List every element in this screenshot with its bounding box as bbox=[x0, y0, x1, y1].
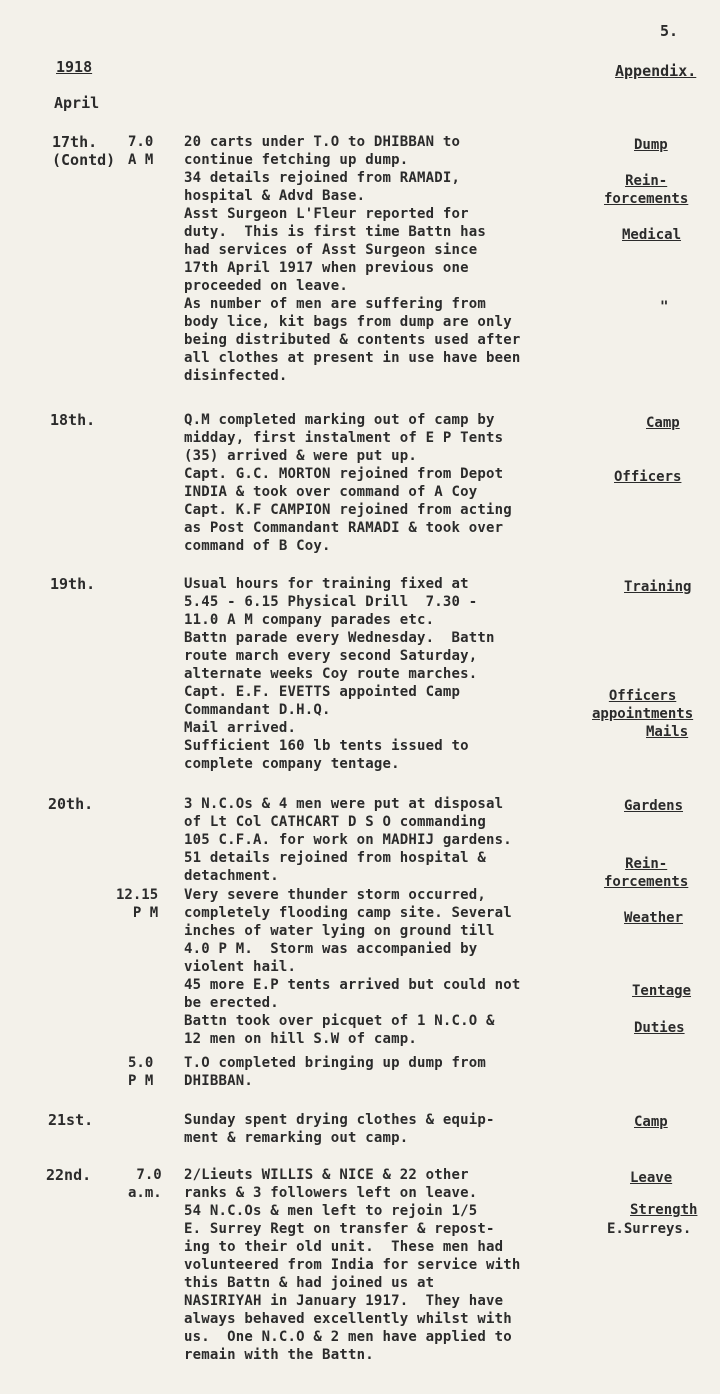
text-line: inches of water lying on ground till bbox=[184, 923, 495, 939]
text-line: complete company tentage. bbox=[184, 756, 400, 772]
margin-note-duties: Duties bbox=[634, 1020, 685, 1036]
text-line: completely flooding camp site. Several bbox=[184, 905, 512, 921]
margin-note-weather: Weather bbox=[624, 910, 684, 926]
text-line: 54 N.C.Os & men left to rejoin 1/5 bbox=[184, 1203, 478, 1219]
text-line: DHIBBAN. bbox=[184, 1073, 254, 1089]
text-line: hospital & Advd Base. bbox=[184, 188, 366, 204]
text-line: Battn took over picquet of 1 N.C.O & bbox=[184, 1013, 495, 1029]
margin-note-e-surreys: E.Surreys. bbox=[607, 1221, 692, 1237]
entry-time: 7.0 a.m. bbox=[128, 1167, 162, 1201]
text-line: command of B Coy. bbox=[184, 538, 331, 554]
text-line: 51 details rejoined from hospital & bbox=[184, 850, 487, 866]
text-line: Capt. K.F CAMPION rejoined from acting bbox=[184, 502, 512, 518]
text-line: T.O completed bringing up dump from bbox=[184, 1055, 487, 1071]
text-line: body lice, kit bags from dump are only bbox=[184, 314, 512, 330]
text-line: 2/Lieuts WILLIS & NICE & 22 other bbox=[184, 1167, 469, 1183]
text-line: ing to their old unit. These men had bbox=[184, 1239, 504, 1255]
text-line: Battn parade every Wednesday. Battn bbox=[184, 630, 495, 646]
appendix-heading: Appendix. bbox=[615, 62, 697, 80]
text-line: 12 men on hill S.W of camp. bbox=[184, 1031, 417, 1047]
text-line: us. One N.C.O & 2 men have applied to bbox=[184, 1329, 512, 1345]
text-line: always behaved excellently whilst with bbox=[184, 1311, 512, 1327]
text-line: had services of Asst Surgeon since bbox=[184, 242, 478, 258]
text-line: ranks & 3 followers left on leave. bbox=[184, 1185, 478, 1201]
text-line: 5.45 - 6.15 Physical Drill 7.30 - bbox=[184, 594, 478, 610]
year-heading: 1918 bbox=[56, 58, 93, 76]
text-line: Capt. E.F. EVETTS appointed Camp bbox=[184, 684, 461, 700]
margin-note-ditto: " bbox=[660, 299, 669, 315]
text-line: 3 N.C.Os & 4 men were put at disposal bbox=[184, 796, 504, 812]
text-line: volunteered from India for service with bbox=[184, 1257, 521, 1273]
entry-text bbox=[184, 795, 620, 885]
text-line: Mail arrived. bbox=[184, 720, 297, 736]
text-line: Asst Surgeon L'Fleur reported for bbox=[184, 206, 469, 222]
text-line: proceeded on leave. bbox=[184, 278, 348, 294]
text-line: Very severe thunder storm occurred, bbox=[184, 887, 487, 903]
entry-date: 21st. bbox=[48, 1111, 94, 1129]
margin-note-camp: Camp bbox=[634, 1114, 668, 1130]
margin-note-reinforcements: Rein- forcements bbox=[604, 173, 689, 207]
text-line: Commandant D.H.Q. bbox=[184, 702, 331, 718]
text-line: 105 C.F.A. for work on MADHIJ gardens. bbox=[184, 832, 512, 848]
text-line: (35) arrived & were put up. bbox=[184, 448, 417, 464]
text-line: 45 more E.P tents arrived but could not bbox=[184, 977, 521, 993]
text-line: remain with the Battn. bbox=[184, 1347, 374, 1363]
text-line: duty. This is first time Battn has bbox=[184, 224, 487, 240]
entry-date: 18th. bbox=[50, 411, 96, 429]
margin-note-leave: Leave bbox=[630, 1170, 673, 1186]
entry-text bbox=[184, 575, 620, 773]
text-line: as Post Commandant RAMADI & took over bbox=[184, 520, 504, 536]
margin-note-dump: Dump bbox=[634, 137, 668, 153]
entry-text bbox=[184, 411, 620, 555]
text-line: this Battn & had joined us at bbox=[184, 1275, 435, 1291]
text-line: 17th April 1917 when previous one bbox=[184, 260, 469, 276]
entry-date: 22nd. bbox=[46, 1166, 92, 1184]
text-line: E. Surrey Regt on transfer & repost- bbox=[184, 1221, 495, 1237]
text-line: Sufficient 160 lb tents issued to bbox=[184, 738, 469, 754]
margin-note-reinforcements: Rein- forcements bbox=[604, 856, 689, 890]
entry-text bbox=[184, 886, 620, 1048]
text-line: Q.M completed marking out of camp by bbox=[184, 412, 495, 428]
margin-note-gardens: Gardens bbox=[624, 798, 684, 814]
text-line: ment & remarking out camp. bbox=[184, 1130, 409, 1146]
margin-note-medical: Medical bbox=[622, 227, 682, 243]
entry-time: 7.0 A M bbox=[128, 134, 154, 168]
text-line: being distributed & contents used after bbox=[184, 332, 521, 348]
text-line: Capt. G.C. MORTON rejoined from Depot bbox=[184, 466, 504, 482]
month-heading: April bbox=[54, 94, 100, 112]
margin-note-tentage: Tentage bbox=[632, 983, 692, 999]
text-line: detachment. bbox=[184, 868, 279, 884]
text-line: continue fetching up dump. bbox=[184, 152, 409, 168]
text-line: midday, first instalment of E P Tents bbox=[184, 430, 504, 446]
text-line: violent hail. bbox=[184, 959, 297, 975]
entry-text bbox=[184, 1166, 620, 1364]
entry-time: 5.0 P M bbox=[128, 1055, 154, 1089]
text-line: As number of men are suffering from bbox=[184, 296, 487, 312]
text-line: 4.0 P M. Storm was accompanied by bbox=[184, 941, 478, 957]
text-line: all clothes at present in use have been bbox=[184, 350, 521, 366]
text-line: 20 carts under T.O to DHIBBAN to bbox=[184, 134, 461, 150]
text-line: alternate weeks Coy route marches. bbox=[184, 666, 478, 682]
text-line: NASIRIYAH in January 1917. They have bbox=[184, 1293, 504, 1309]
text-line: Sunday spent drying clothes & equip- bbox=[184, 1112, 495, 1128]
text-line: of Lt Col CATHCART D S O commanding bbox=[184, 814, 487, 830]
margin-note-strength: Strength bbox=[630, 1202, 698, 1218]
entry-text bbox=[184, 1054, 620, 1090]
text-line: 34 details rejoined from RAMADI, bbox=[184, 170, 461, 186]
text-line: route march every second Saturday, bbox=[184, 648, 478, 664]
entry-text bbox=[184, 1111, 620, 1147]
text-line: disinfected. bbox=[184, 368, 288, 384]
text-line: INDIA & took over command of A Coy bbox=[184, 484, 478, 500]
page-number: 5. bbox=[660, 22, 679, 40]
entry-date: 20th. bbox=[48, 795, 94, 813]
entry-time: 12.15 P M bbox=[116, 887, 159, 921]
text-line: 11.0 A M company parades etc. bbox=[184, 612, 435, 628]
margin-note-mails: Mails bbox=[646, 724, 689, 740]
margin-note-camp: Camp bbox=[646, 415, 680, 431]
entry-date: 19th. bbox=[50, 575, 96, 593]
margin-note-officers: Officers bbox=[614, 469, 682, 485]
entry-date: 17th. (Contd) bbox=[52, 133, 116, 169]
text-line: be erected. bbox=[184, 995, 279, 1011]
entry-text bbox=[184, 133, 620, 385]
margin-note-officers-appointments: Officers appointments bbox=[592, 688, 694, 722]
text-line: Usual hours for training fixed at bbox=[184, 576, 469, 592]
margin-note-training: Training bbox=[624, 579, 692, 595]
